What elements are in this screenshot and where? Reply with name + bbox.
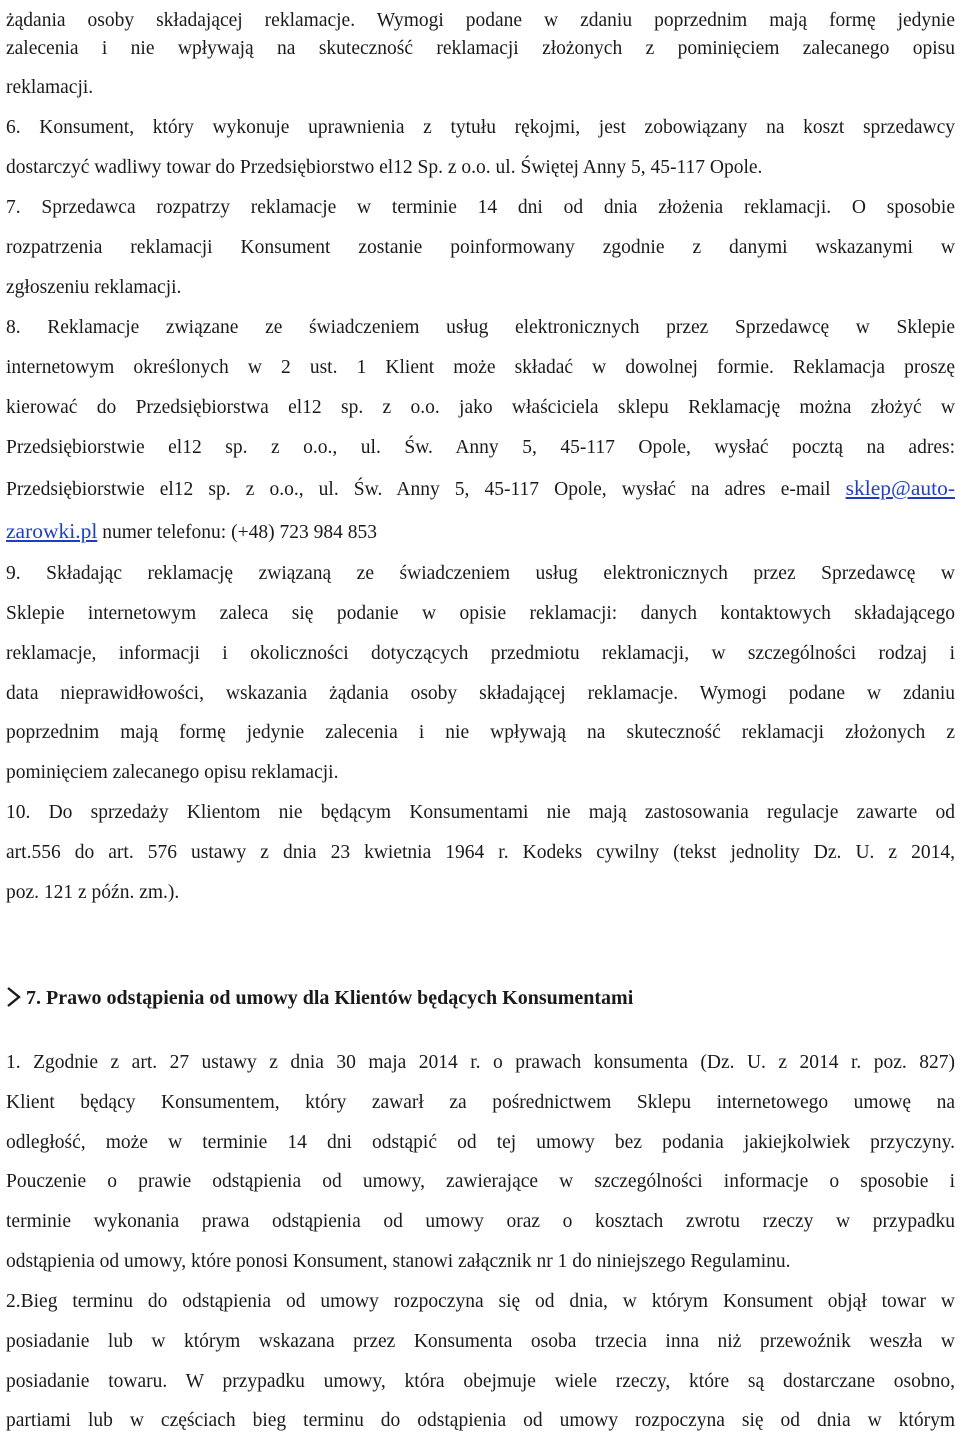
paragraph-line: Przedsiębiorstwie el12 sp. z o.o., ul. Św. Anny 5, 45-117 Opole, wysłać pocztą na adres:	[6, 437, 955, 458]
paragraph-line: odstąpienia od umowy, które ponosi Konsument, stanowi załącznik nr 1 do niniejszego Regulaminu.	[6, 1251, 791, 1272]
paragraph-line: 1. Zgodnie z art. 27 ustawy z dnia 30 maja 2014 r. o prawach konsumenta (Dz. U. z 2014 r. poz. 827)	[6, 1052, 955, 1073]
paragraph-line: pominięciem zalecanego opisu reklamacji.	[6, 762, 339, 783]
email-link-part1[interactable]: sklep@auto-	[845, 476, 955, 500]
paragraph-line: posiadanie lub w którym wskazana przez Konsumenta osoba trzecia inna niż przewoźnik weszła w	[6, 1331, 955, 1352]
paragraph-line: rozpatrzenia reklamacji Konsument zostanie poinformowany zgodnie z danymi wskazanymi w	[6, 237, 955, 258]
paragraph-line: 6. Konsument, który wykonuje uprawnienia z tytułu rękojmi, jest zobowiązany na koszt sprzedawcy	[6, 117, 955, 138]
paragraph-line: 8. Reklamacje związane ze świadczeniem usług elektronicznych przez Sprzedawcę w Sklepie	[6, 317, 955, 338]
paragraph-line: poprzednim mają formę jedynie zalecenia i nie wpływają na skuteczność reklamacji złożonych z	[6, 722, 955, 743]
paragraph-line: żądania osoby składającej reklamacje. Wymogi podane w zdaniu poprzednim mają formę jedynie	[6, 10, 955, 31]
section-heading: 7. Prawo odstąpienia od umowy dla Klientów będących Konsumentami	[26, 987, 634, 1009]
paragraph-line: dostarczyć wadliwy towar do Przedsiębiorstwo el12 Sp. z o.o. ul. Świętej Anny 5, 45-117 Opole.	[6, 157, 763, 178]
paragraph-line: art.556 do art. 576 ustawy z dnia 23 kwietnia 1964 r. Kodeks cywilny (tekst jednolity Dz. U. z 2014,	[6, 842, 955, 863]
paragraph-line-email	[6, 468, 955, 508]
email-line-prefix: Przedsiębiorstwie el12 sp. z o.o., ul. Św. Anny 5, 45-117 Opole, wysłać na adres e-mail	[6, 479, 846, 500]
phone-number-text: numer telefonu: (+48) 723 984 853	[97, 522, 377, 543]
section-arrow-icon	[6, 986, 22, 1008]
paragraph-line: Klient będący Konsumentem, który zawarł za pośrednictwem Sklepu internetowego umowę na	[6, 1092, 955, 1113]
paragraph-line: odległość, może w terminie 14 dni odstąpić od tej umowy bez podania jakiejkolwiek przyczyny.	[6, 1132, 955, 1153]
paragraph-line: terminie wykonania prawa odstąpienia od umowy oraz o kosztach zwrotu rzeczy w przypadku	[6, 1211, 955, 1232]
paragraph-line: internetowym określonych w 2 ust. 1 Klient może składać w dowolnej formie. Reklamacja proszę	[6, 357, 955, 378]
paragraph-line: Pouczenie o prawie odstąpienia od umowy, zawierające w szczególności informacje o sposobie i	[6, 1171, 955, 1192]
paragraph-line: posiadanie towaru. W przypadku umowy, która obejmuje wiele rzeczy, które są dostarczane osobno,	[6, 1371, 955, 1392]
paragraph-line: 7. Sprzedawca rozpatrzy reklamacje w terminie 14 dni od dnia złożenia reklamacji. O sposobie	[6, 197, 955, 218]
paragraph-line: partiami lub w częściach bieg terminu do odstąpienia od umowy rozpoczyna się od dnia w którym	[6, 1410, 955, 1431]
paragraph-line: reklamacji.	[6, 77, 94, 98]
paragraph-line: poz. 121 z późn. zm.).	[6, 882, 180, 903]
paragraph-line: 9. Składając reklamację związaną ze świadczeniem usług elektronicznych przez Sprzedawcę w	[6, 563, 955, 584]
paragraph-line-email-continued	[6, 511, 955, 551]
paragraph-line: data nieprawidłowości, wskazania żądania osoby składającej reklamacje. Wymogi podane w zdaniu	[6, 683, 955, 704]
paragraph-line: reklamacje, informacji i okoliczności dotyczących przedmiotu reklamacji, w szczególności rodzaj i	[6, 643, 955, 664]
paragraph-line: Sklepie internetowym zaleca się podanie w opisie reklamacji: danych kontaktowych składającego	[6, 603, 955, 624]
email-link-part2[interactable]: zarowki.pl	[6, 519, 98, 543]
paragraph-line: zalecenia i nie wpływają na skuteczność reklamacji złożonych z pominięciem zalecanego opisu	[6, 38, 955, 59]
paragraph-line: 2.Bieg terminu do odstąpienia od umowy rozpoczyna się od dnia, w którym Konsument objął towar w	[6, 1291, 955, 1312]
paragraph-line: kierować do Przedsiębiorstwa el12 sp. z o.o. jako właściciela sklepu Reklamację można złożyć w	[6, 397, 955, 418]
paragraph-line: 10. Do sprzedaży Klientom nie będącym Konsumentami nie mają zastosowania regulacje zawarte od	[6, 802, 955, 823]
paragraph-line: zgłoszeniu reklamacji.	[6, 277, 182, 298]
